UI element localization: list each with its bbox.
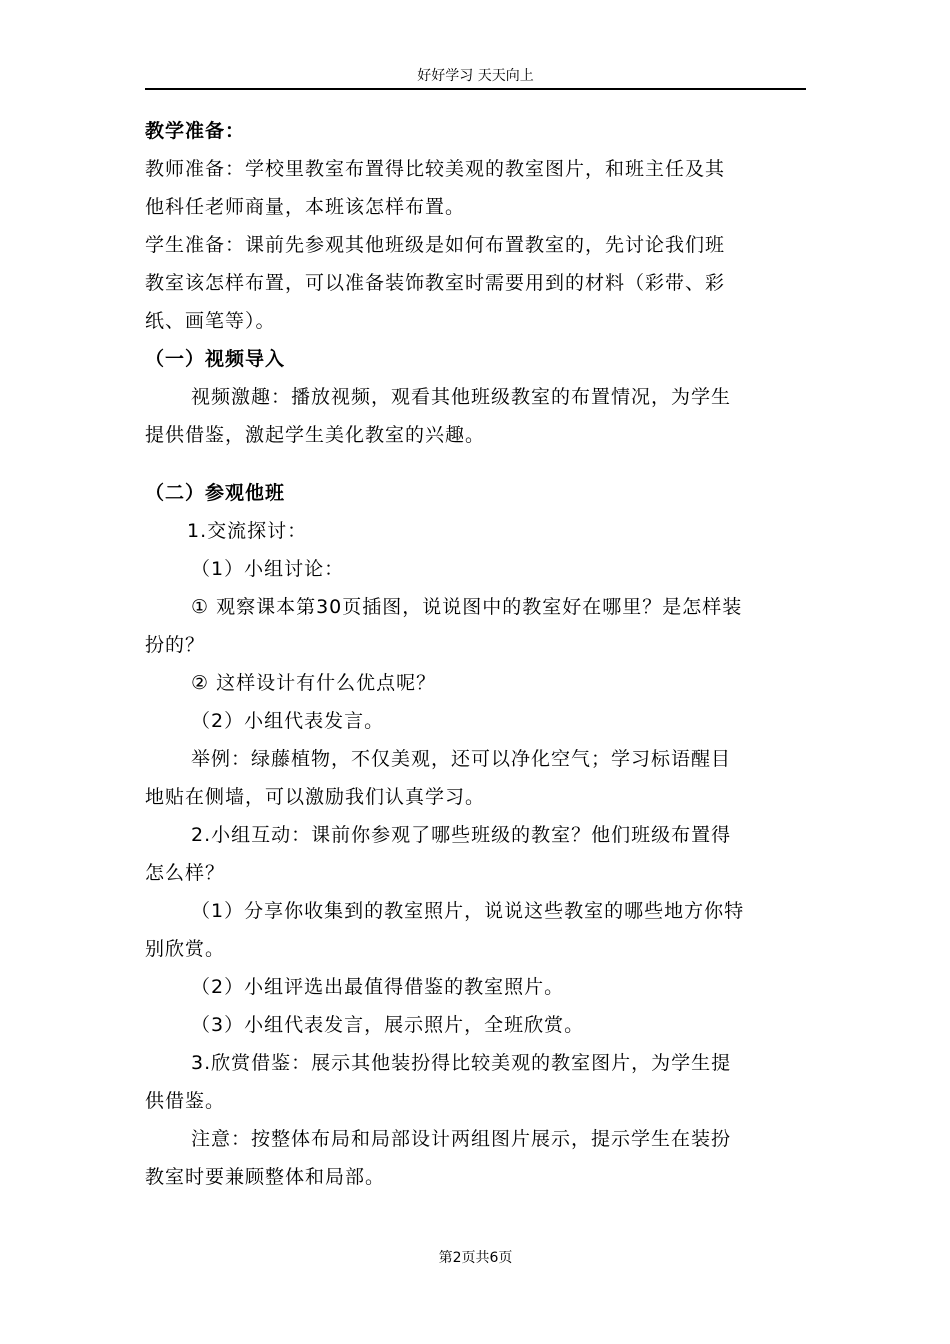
note-line-1: 注意：按整体布局和局部设计两组图片展示，提示学生在装扮 [191, 1128, 732, 1150]
example-line-2: 地贴在侧墙，可以激励我们认真学习。 [145, 786, 486, 808]
section-1-paragraph-line-2: 提供借鉴，激起学生美化教室的兴趣。 [145, 424, 486, 446]
page-header: 好好学习 天天向上 [417, 68, 534, 84]
item-2-sub-3: （3）小组代表发言，展示照片，全班欣赏。 [191, 1014, 585, 1036]
teacher-prep-line-2: 他科任老师商量，本班该怎样布置。 [145, 196, 466, 218]
example-line-1: 举例：绿藤植物，不仅美观，还可以净化空气；学习标语醒目 [191, 748, 732, 770]
student-prep-line-1: 学生准备：课前先参观其他班级是如何布置教室的，先讨论我们班 [145, 234, 726, 256]
student-prep-line-3: 纸、画笔等）。 [145, 310, 276, 332]
page-number: 第2页共6页 [438, 1250, 513, 1266]
section-1-title: （一）视频导入 [145, 348, 286, 370]
prep-title: 教学准备： [145, 120, 246, 142]
section-2-title: （二）参观他班 [145, 482, 286, 504]
header-divider [145, 88, 806, 90]
circle-item-1-line-2: 扮的？ [145, 634, 206, 656]
document-body [145, 112, 807, 1196]
note-line-2: 教室时要兼顾整体和局部。 [145, 1166, 386, 1188]
teacher-prep-line-1: 教师准备：学校里教室布置得比较美观的教室图片，和班主任及其 [145, 158, 726, 180]
item-2-sub-1-line-2: 别欣赏。 [145, 938, 226, 960]
item-2-line-1: 2.小组互动：课前你参观了哪些班级的教室？他们班级布置得 [191, 824, 732, 846]
item-3-line-2: 供借鉴。 [145, 1090, 226, 1112]
section-1-paragraph-line-1: 视频激趣：播放视频，观看其他班级教室的布置情况，为学生 [191, 386, 732, 408]
circle-item-1-line-1: ① 观察课本第30页插图，说说图中的教室好在哪里？是怎样装 [191, 596, 743, 618]
item-1-sub-1: （1）小组讨论： [191, 558, 345, 580]
item-2-line-2: 怎么样？ [145, 862, 226, 884]
item-3-line-1: 3.欣赏借鉴：展示其他装扮得比较美观的教室图片，为学生提 [191, 1052, 732, 1074]
item-1-heading: 1.交流探讨： [187, 520, 308, 542]
item-2-sub-2: （2）小组评选出最值得借鉴的教室照片。 [191, 976, 565, 998]
item-1-sub-2: （2）小组代表发言。 [191, 710, 385, 732]
student-prep-line-2: 教室该怎样布置，可以准备装饰教室时需要用到的材料（彩带、彩 [145, 272, 726, 294]
item-2-sub-1-line-1: （1）分享你收集到的教室照片，说说这些教室的哪些地方你特 [191, 900, 745, 922]
circle-item-2: ② 这样设计有什么优点呢？ [191, 672, 437, 694]
